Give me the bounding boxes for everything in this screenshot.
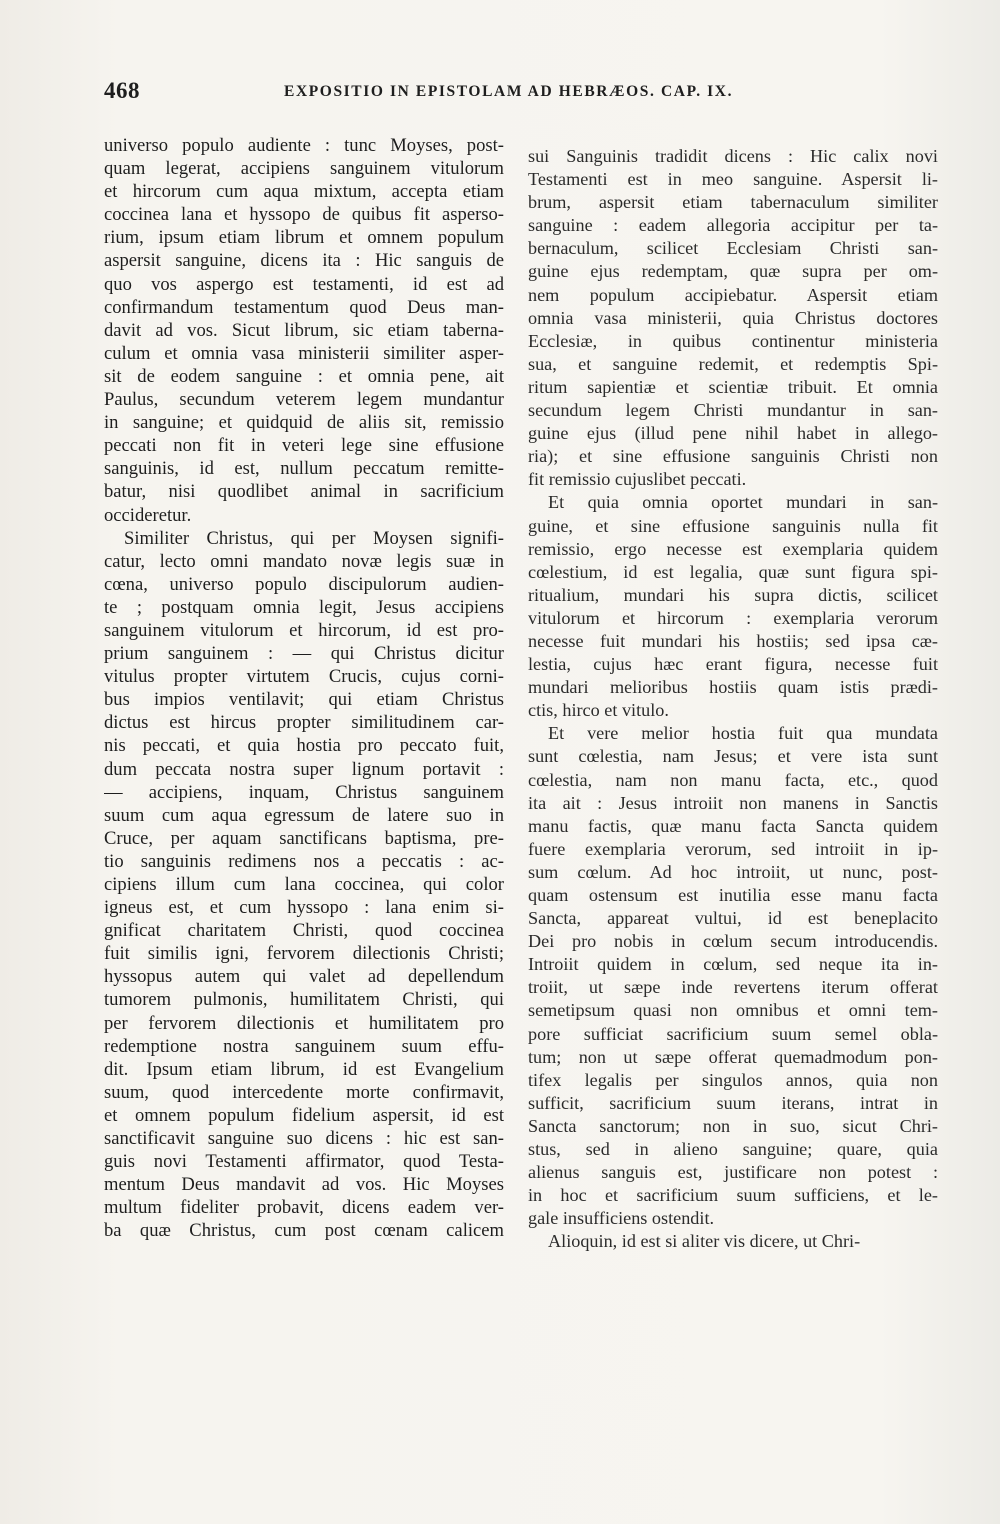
text-line: gale insufficiens ostendit. [528, 1208, 715, 1229]
text-line: fuit similis igni, fervorem dilectionis Christi; [104, 943, 504, 965]
text-line: Sancta, appareat vultui, id est beneplacito [528, 908, 938, 929]
text-line: redemptione nostra sanguinem suum effu- [104, 1035, 504, 1057]
running-title: EXPOSITIO IN EPISTOLAM AD HEBRÆOS. CAP. IX. [284, 83, 734, 100]
text-line: davit ad vos. Sicut librum, sic etiam taberna- [104, 319, 504, 341]
text-line: sunt cœlestia, nam Jesus; et vere ista sunt [528, 746, 938, 767]
page-number: 468 [104, 78, 140, 103]
text-line: cœlestium, id est legalia, quæ sunt figura spi- [528, 561, 938, 582]
text-line: sua, et sanguine redemit, et redemptis Spi- [528, 353, 938, 374]
text-line: mundari melioribus hostiis quam istis prædi- [528, 677, 938, 698]
text-line: semetipsum quasi non omnibus et omni tem- [528, 1000, 938, 1021]
text-line: brum, aspersit etiam tabernaculum similiter [528, 192, 938, 213]
text-line: remissio, ergo necesse est exemplaria quidem [528, 538, 938, 559]
text-line: troiit, ut sæpe inde revertens iterum offerat [528, 977, 938, 998]
text-line: guis novi Testamenti affirmator, quod Testa- [104, 1151, 504, 1173]
text-line: cipiens illum cum lana coccinea, qui color [104, 874, 504, 895]
text-line: tum; non ut sæpe offerat quemadmodum pon- [528, 1046, 938, 1067]
text-line: secundum legem Christi mundantur in san- [528, 400, 938, 421]
text-line: peccati non fit in veteri lege sine effusione [104, 435, 504, 457]
text-line: tio sanguinis redimens nos a peccatis : ac- [104, 850, 504, 872]
text-line: sanguinem vitulorum et hircorum, id est pro- [104, 619, 504, 641]
text-line: pore sufficiat sacrificium suum semel obla- [528, 1023, 938, 1044]
text-line: multum fideliter probavit, dicens eadem ver- [104, 1197, 504, 1219]
text-line: vitulorum et hircorum : exemplaria verorum [528, 607, 938, 628]
text-line: bus impios ventilavit; qui etiam Christus [104, 689, 504, 711]
text-line: lestia, cujus hæc erant figura, necesse fuit [528, 654, 938, 675]
text-line: mentum Deus mandavit ad vos. Hic Moyses [104, 1174, 504, 1196]
text-line: in hoc et sacrificium suum sufficiens, et le- [528, 1185, 938, 1206]
text-line: omnia vasa ministerii, quia Christus doctores [528, 307, 938, 328]
text-line: manu factis, quæ manu facta Sancta quidem [528, 815, 938, 836]
text-line: et omnem populum fidelium aspersit, id est [104, 1104, 504, 1126]
text-line: stus, sed in alieno sanguine; quare, quia [528, 1139, 938, 1160]
text-line: Sancta sanctorum; non in suo, sicut Chri- [528, 1115, 938, 1136]
text-line: prium sanguinem : — qui Christus dicitur [104, 643, 504, 665]
text-line: Ecclesiæ, in quibus continentur ministeria [528, 330, 938, 351]
text-line: suum cum aqua egressum de latere suo in [104, 804, 504, 826]
text-line: ritualium, mundari his supra dictis, scilicet [528, 584, 938, 605]
text-line: ba quæ Christus, cum post cœnam calicem [104, 1220, 504, 1242]
text-line: guine ejus (illud pene nihil habet in allego- [528, 423, 938, 444]
text-line: sit de eodem sanguine : et omnia pene, ait [104, 365, 504, 387]
text-line: Similiter Christus, qui per Moysen signifi- [124, 527, 504, 549]
text-line: sum cœlum. Ad hoc introiit, ut nunc, post- [528, 861, 938, 882]
text-line: cœlestia, nam non manu facta, etc., quod [528, 769, 938, 790]
text-line: Testamenti est in meo sanguine. Aspersit li- [528, 169, 938, 190]
text-line: tifex legalis per singulos annos, quia non [528, 1069, 938, 1090]
text-line: tumorem pulmonis, humilitatem Christi, qui [104, 989, 504, 1011]
text-line: sui Sanguinis tradidit dicens : Hic calix novi [528, 146, 938, 166]
text-line: universo populo audiente : tunc Moyses, post- [104, 135, 504, 156]
text-line: alienus sanguis est, justificare non potest : [528, 1162, 938, 1183]
text-line: fuere exemplaria verorum, sed introiit in ip- [528, 838, 938, 859]
right-column [528, 145, 938, 1254]
text-line: Paulus, secundum veterem legem mundantur [104, 389, 504, 411]
text-line: sufficit, sacrificium suum iterans, intrat in [528, 1092, 938, 1113]
text-line: catur, lecto omni mandato novæ legis suæ in [104, 550, 504, 572]
page-header [104, 78, 904, 108]
text-line: ita ait : Jesus introiit non manens in Sanctis [528, 792, 938, 813]
text-line: dum peccata nostra super lignum portavit : [104, 758, 504, 780]
text-line: Introiit quidem in cœlum, sed neque ita in- [528, 954, 938, 975]
text-line: sanguine : eadem allegoria accipitur per ta- [528, 215, 938, 236]
text-line: necesse fuit mundari his hostiis; sed ipsa cæ- [528, 630, 938, 651]
text-line: dit. Ipsum etiam librum, id est Evangelium [104, 1058, 504, 1080]
text-line: ria); et sine effusione sanguinis Christi non [528, 446, 938, 467]
text-line: occideretur. [104, 504, 192, 526]
text-line: confirmandum testamentum quod Deus man- [104, 296, 504, 318]
text-line: te ; postquam omnia legit, Jesus accipiens [104, 596, 504, 618]
text-line: vitulus propter virtutem Crucis, cujus corni- [104, 666, 504, 688]
text-line: batur, nisi quodlibet animal in sacrificium [104, 481, 504, 503]
text-line: Alioquin, id est si aliter vis dicere, ut Chri- [548, 1231, 861, 1252]
text-line: quo vos aspergo est testamenti, id est ad [104, 273, 504, 295]
left-column [104, 134, 504, 1243]
text-line: quam ostensum est inutilia esse manu facta [528, 885, 938, 905]
text-line: bernaculum, scilicet Ecclesiam Christi san- [528, 238, 938, 259]
text-line: ctis, hirco et vitulo. [528, 700, 669, 721]
text-line: in sanguine; et quidquid de aliis sit, remissio [104, 412, 504, 434]
text-line: Et quia omnia oportet mundari in san- [548, 492, 938, 513]
text-line: culum et omnia vasa ministerii similiter asper- [104, 342, 504, 364]
text-line: — accipiens, inquam, Christus sanguinem [104, 781, 504, 803]
text-line: guine, et sine effusione sanguinis nulla fit [528, 515, 938, 536]
text-line: Cruce, per aquam sanctificans baptisma, pre- [104, 827, 504, 849]
text-line: rium, ipsum etiam librum et omnem populum [104, 227, 504, 249]
text-line: hyssopus autem qui valet ad depellendum [104, 966, 504, 988]
text-line: dictus est hircus propter similitudinem car- [104, 712, 504, 734]
text-line: sanctificavit sanguine suo dicens : hic est san- [104, 1128, 504, 1150]
text-line: nis peccati, et quia hostia pro peccato fuit, [104, 735, 504, 757]
text-line: ritum sapientiæ et scientiæ tribuit. Et omnia [528, 376, 938, 397]
text-line: coccinea lana et hyssopo de quibus fit asperso- [104, 204, 504, 226]
text-line: fit remissio cujuslibet peccati. [528, 469, 747, 490]
text-line: sanguinis, id est, nullum peccatum remitte- [104, 458, 504, 480]
text-line: cœna, universo populo discipulorum audien- [104, 573, 504, 595]
text-line: et hircorum cum aqua mixtum, accepta etiam [104, 181, 504, 203]
text-line: aspersit sanguine, dicens ita : Hic sanguis de [104, 250, 504, 272]
text-line: guine ejus redemptam, quæ supra per om- [528, 261, 938, 282]
text-line: igneus est, et cum hyssopo : lana enim si- [104, 897, 504, 919]
text-line: per fervorem dilectionis et humilitatem pro [104, 1012, 504, 1034]
text-line: quam legerat, accipiens sanguinem vitulorum [104, 158, 504, 180]
text-line: gnificat charitatem Christi, quod coccinea [104, 920, 504, 942]
text-line: Et vere melior hostia fuit qua mundata [548, 723, 938, 744]
text-line: Dei pro nobis in cœlum secum introducendis. [528, 931, 938, 952]
text-line: suum, quod intercedente morte confirmavit, [104, 1081, 504, 1103]
text-line: nem populum accipiebatur. Aspersit etiam [528, 284, 938, 305]
